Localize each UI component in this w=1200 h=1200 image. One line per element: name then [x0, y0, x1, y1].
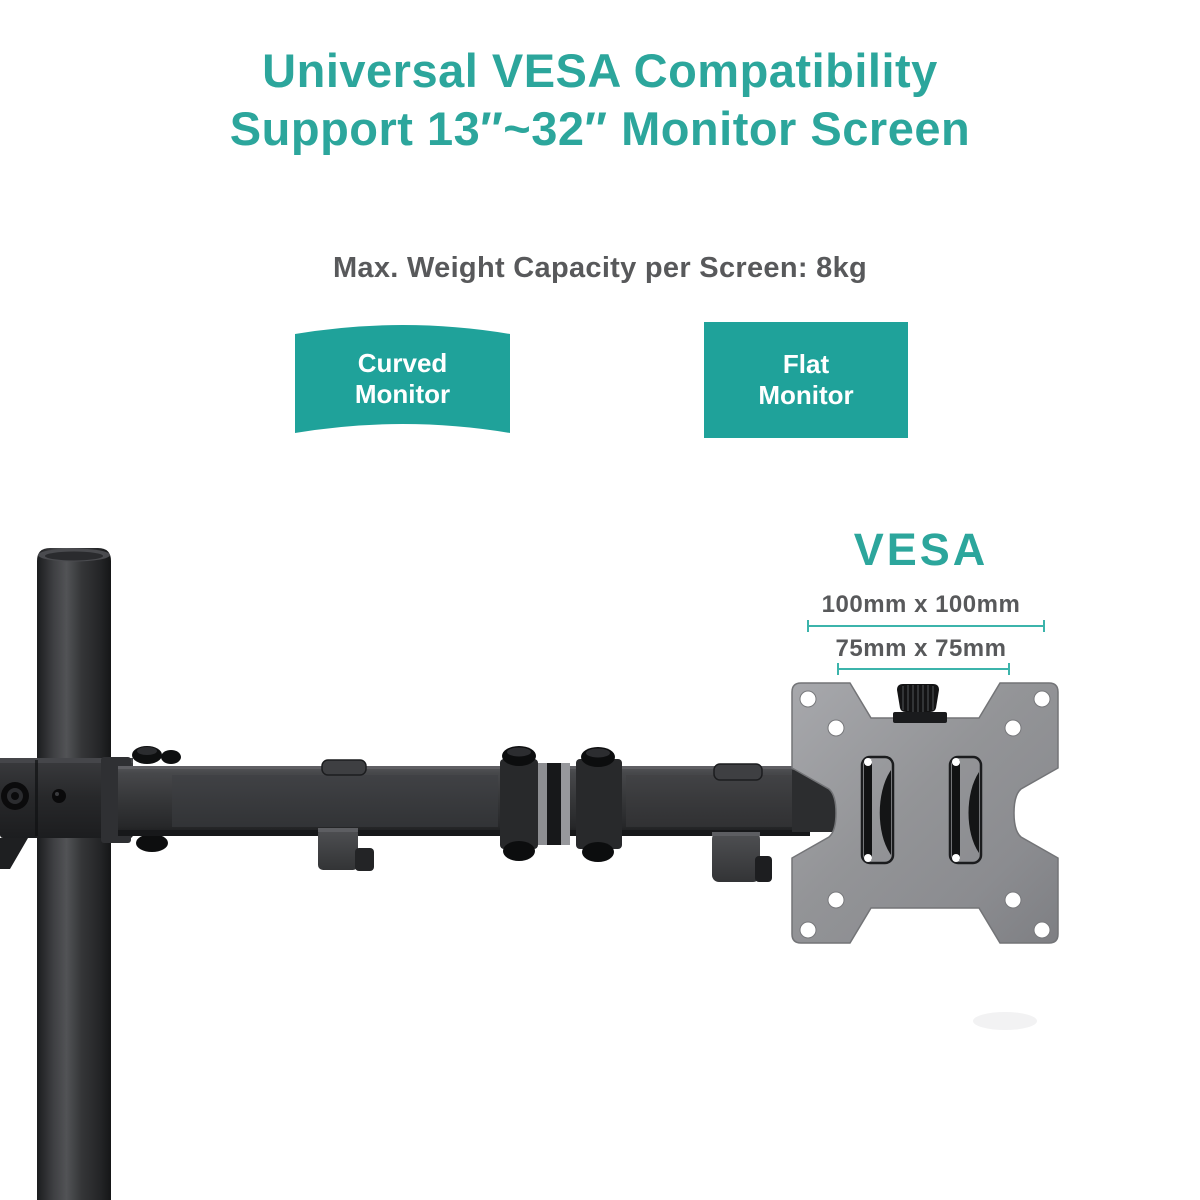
headline-line-1: Universal VESA Compatibility [262, 44, 938, 97]
curved-monitor-label-line2: Monitor [354, 379, 451, 409]
cable-clip-top-front [714, 764, 762, 780]
clamp-lower-jaw [0, 838, 28, 869]
mounting-pole [37, 548, 111, 1200]
cable-clip-top-rear [322, 760, 366, 775]
flat-monitor-label-line1: Flat [782, 349, 830, 379]
joint-bolt-bottom-right [582, 842, 614, 862]
vesa-dimension-100-text: 100mm x 100mm [821, 591, 1021, 618]
joint-pin-right [561, 763, 570, 845]
floor-shadow [973, 1012, 1037, 1030]
arm-front-panel [626, 775, 802, 827]
clamp-screw [52, 789, 66, 803]
vesa-title: VESA [853, 524, 989, 575]
articulating-arm [118, 766, 810, 836]
joint-bolt-bottom-left [503, 841, 535, 861]
vesa-dimension-75-text: 75mm x 75mm [835, 635, 1007, 662]
cable-clip-bottom-front [712, 832, 772, 882]
arm-rear-panel [172, 775, 498, 827]
weight-capacity-text: Max. Weight Capacity per Screen: 8kg [332, 252, 868, 284]
headline-line-2: Support 13″~32″ Monitor Screen [229, 102, 971, 155]
flat-monitor-label-line2: Monitor [758, 380, 854, 410]
thumb-screw [893, 684, 947, 723]
vesa-plate [792, 683, 1058, 943]
joint-pin-left [538, 763, 547, 845]
curved-monitor-label-line1: Curved [357, 348, 448, 378]
arm-joint [500, 746, 622, 862]
